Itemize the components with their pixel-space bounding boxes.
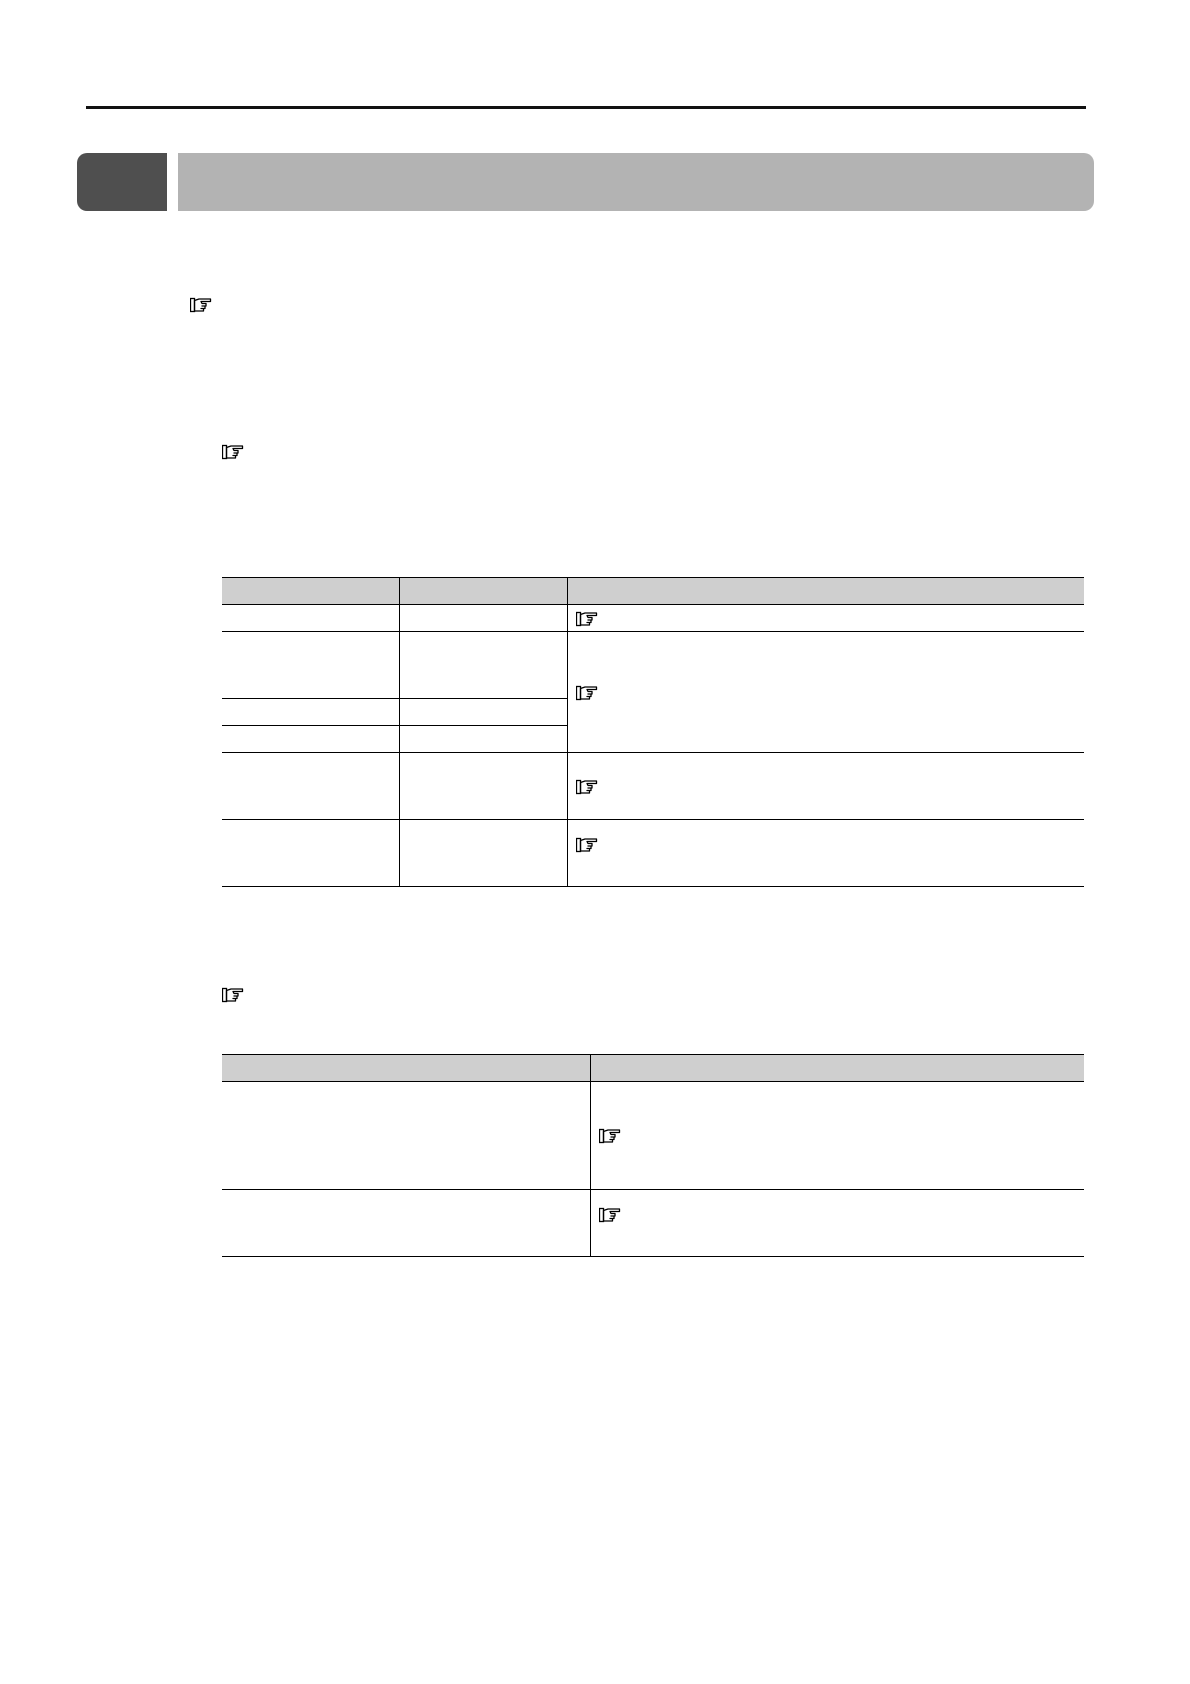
reference-table-1 xyxy=(222,577,1084,887)
table-cell xyxy=(567,753,1084,820)
pointing-hand-icon xyxy=(576,837,598,853)
table-cell xyxy=(590,1082,1084,1190)
table-cell xyxy=(590,1190,1084,1257)
table-cell xyxy=(567,820,1084,887)
table-header-cell xyxy=(590,1055,1084,1082)
table-row xyxy=(222,1082,1084,1190)
table-cell xyxy=(399,605,567,632)
pointing-hand-icon xyxy=(222,987,244,1003)
pointing-hand-icon xyxy=(576,685,598,701)
table-cell xyxy=(399,726,567,753)
table-header-cell xyxy=(222,1055,590,1082)
table-header-cell xyxy=(222,578,399,605)
pointing-hand-icon xyxy=(599,1207,621,1223)
table-cell xyxy=(567,605,1084,632)
pointing-hand-icon xyxy=(576,611,598,627)
table-row xyxy=(222,632,1084,699)
table-header-row xyxy=(222,578,1084,605)
table-cell xyxy=(222,820,399,887)
table-cell xyxy=(399,632,567,699)
table-cell xyxy=(222,699,399,726)
table-cell xyxy=(399,753,567,820)
table-row xyxy=(222,1190,1084,1257)
table-header-row xyxy=(222,1055,1084,1082)
table-row xyxy=(222,820,1084,887)
section-title-bar xyxy=(178,153,1094,211)
table-cell xyxy=(399,699,567,726)
table-row xyxy=(222,753,1084,820)
table-cell xyxy=(399,820,567,887)
pointing-hand-icon xyxy=(222,444,244,460)
section-number-box xyxy=(77,153,167,211)
table-row xyxy=(222,605,1084,632)
pointing-hand-icon xyxy=(190,297,212,313)
table-cell xyxy=(222,605,399,632)
table-cell xyxy=(567,632,1084,753)
table-cell xyxy=(222,726,399,753)
table-cell xyxy=(222,753,399,820)
table-header-cell xyxy=(567,578,1084,605)
table-cell xyxy=(222,1082,590,1190)
reference-table-2 xyxy=(222,1054,1084,1257)
pointing-hand-icon xyxy=(599,1128,621,1144)
table-cell xyxy=(222,632,399,699)
table-cell xyxy=(222,1190,590,1257)
pointing-hand-icon xyxy=(576,779,598,795)
header-rule xyxy=(86,106,1086,109)
table-header-cell xyxy=(399,578,567,605)
